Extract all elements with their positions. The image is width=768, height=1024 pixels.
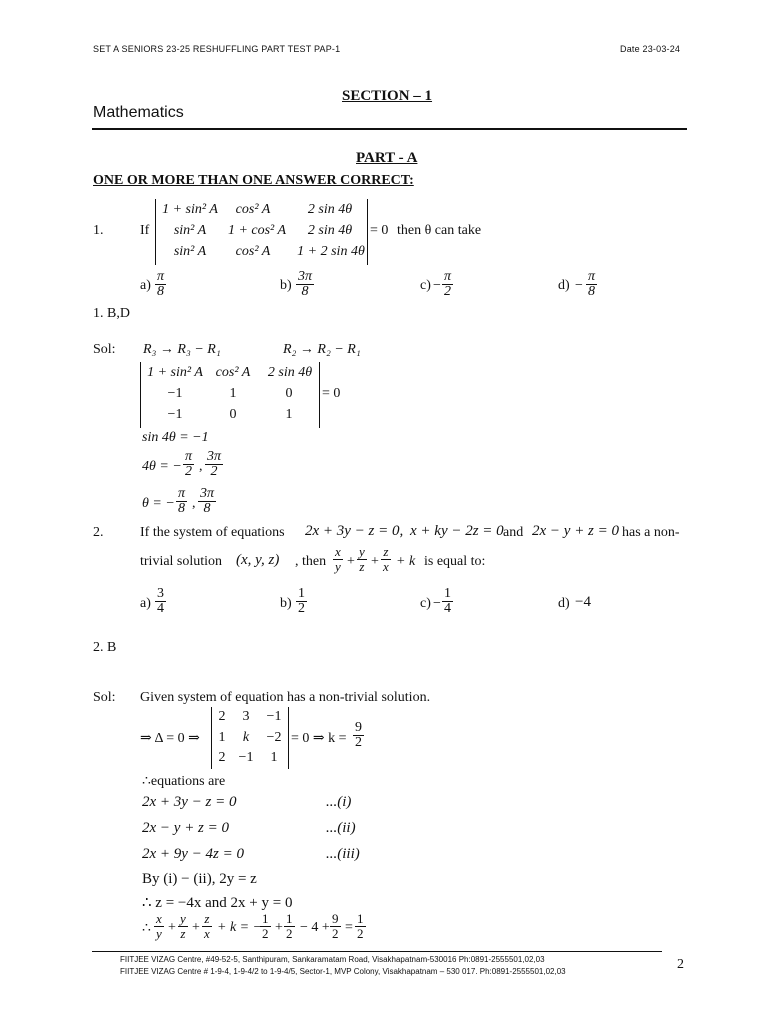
matrix-cell: 2 sin 4θ [307, 223, 353, 238]
comma: , [199, 459, 203, 474]
and-text: and [503, 525, 524, 540]
footer-rule [92, 951, 662, 952]
header-left: SET A SENIORS 23-25 RESHUFFLING PART TEST PAP-1 [93, 44, 341, 54]
plus-k: + k [396, 554, 416, 569]
equation-1: 2x + 3y − z = 0, [305, 523, 404, 539]
fraction: $\frac{3\pi}{8}$ [200, 486, 215, 516]
final-mid: + k = − [217, 920, 263, 935]
equations-are: ∴equations are [142, 774, 226, 789]
option-b-fraction: $\frac{3\pi}{8}$ [298, 269, 313, 299]
operator: = [345, 920, 353, 935]
fraction: $\frac{x}{y}$ [335, 544, 341, 574]
option-a-label: a) [140, 596, 151, 611]
row-operation-1: R₃ → R₃ − R₁ [143, 342, 221, 357]
matrix-cell: 2 [218, 709, 226, 724]
option-c-fraction: $\frac{1}{4}$ [444, 586, 451, 616]
row-operation-2: R₂ → R₂ − R₁ [283, 342, 361, 357]
matrix-cell: 3 [242, 709, 250, 724]
operator: − 4 + [300, 920, 330, 935]
sol-text: Given system of equation has a non-trivial solution. [140, 690, 431, 705]
matrix-cell: 1 + cos² A [227, 223, 287, 238]
fraction: $\frac{9}{2}$ [332, 911, 339, 941]
question-text: trivial solution [140, 554, 223, 569]
sol-label: Sol: [93, 690, 116, 705]
option-c-label: c) [420, 596, 431, 611]
matrix-cell: 2 sin 4θ [267, 365, 313, 380]
option-b-fraction: $\frac{1}{2}$ [298, 586, 305, 616]
so-line: ∴ z = −4x and 2x + y = 0 [142, 895, 293, 911]
footer-line-1: FIITJEE VIZAG Centre, #49-52-5, Santhipuram, Sankaramatam Road, Visakhapatnam-530016 Ph:0891-2555501,02,03 [120, 955, 545, 964]
plus: + [347, 554, 355, 569]
question-text: If the system of equations [140, 525, 285, 540]
fraction: $\frac{1}{2}$ [262, 911, 269, 941]
option-a-fraction: $\frac{\pi}{8}$ [157, 269, 165, 299]
option-c-fraction: $\frac{\pi}{2}$ [444, 269, 452, 299]
comma: , [192, 496, 196, 511]
matrix-cell: 1 + sin² A [162, 202, 218, 217]
matrix-cell: 1 [285, 407, 293, 422]
matrix-cell: 1 + sin² A [147, 365, 203, 380]
fraction: $\frac{1}{2}$ [357, 911, 364, 941]
matrix-cell: −1 [167, 386, 183, 401]
fraction: $\frac{1}{2}$ [286, 911, 293, 941]
plus: + [168, 920, 176, 935]
sol-line-2-lhs: 4θ = − [142, 459, 182, 474]
option-c-sign: − [433, 596, 441, 611]
matrix-cell: cos² A [215, 365, 251, 380]
fraction: $\frac{z}{x}$ [383, 544, 389, 574]
option-b-label: b) [280, 278, 292, 293]
matrix-cell: −2 [266, 730, 282, 745]
fraction: $\frac{y}{z}$ [180, 911, 186, 941]
subject-rule [92, 128, 687, 130]
operator: + [275, 920, 283, 935]
sol-line-3-lhs: θ = − [142, 496, 175, 511]
therefore: ∴ [142, 921, 151, 936]
matrix-cell: 1 + 2 sin 4θ [297, 244, 365, 259]
matrix-cell: 0 [229, 407, 237, 422]
fraction: $\frac{x}{y}$ [156, 911, 162, 941]
matrix-cell: −1 [167, 407, 183, 422]
matrix-cell: 2 sin 4θ [307, 202, 353, 217]
equation: 2x + 9y − 4z = 0 [142, 846, 245, 862]
fraction: $\frac{3\pi}{2}$ [207, 449, 222, 479]
equation: 2x + 3y − z = 0 [142, 794, 237, 810]
option-d-value: −4 [575, 594, 591, 610]
plus: + [371, 554, 379, 569]
tuple: (x, y, z) [236, 552, 280, 568]
matrix-cell: 0 [285, 386, 293, 401]
answer-key: 2. B [93, 640, 117, 655]
question-text: has a non- [622, 525, 680, 540]
equation-3: 2x − y + z = 0 [532, 523, 620, 539]
delta-lhs: ⇒ Δ = 0 ⇒ [140, 731, 200, 746]
matrix-cell: cos² A [235, 202, 271, 217]
equals: = 0 [370, 223, 389, 238]
option-b-label: b) [280, 596, 292, 611]
option-d-label: d) [558, 596, 570, 611]
fraction: $\frac{z}{x}$ [204, 911, 210, 941]
fraction: $\frac{y}{z}$ [359, 544, 365, 574]
fraction: $\frac{\pi}{8}$ [178, 486, 186, 516]
footer-line-2: FIITJEE VIZAG Centre # 1-9-4, 1-9-4/2 to 1-9-4/5, Sector-1, MVP Colony, Visakhapatnam – 530 017. Ph:0891-2555501,02,03 [120, 967, 566, 976]
if-text: If [140, 223, 150, 238]
sol-label: Sol: [93, 342, 116, 357]
matrix-cell: 1 [270, 750, 278, 765]
matrix-cell: sin² A [173, 244, 207, 259]
matrix-cell: 1 [229, 386, 237, 401]
tail-text: then θ can take [397, 223, 482, 238]
fraction: $\frac{\pi}{2}$ [185, 449, 193, 479]
header-date: Date 23-03-24 [620, 44, 681, 54]
section-title: SECTION – 1 [342, 88, 433, 104]
page-number: 2 [677, 957, 684, 972]
matrix-cell: −1 [266, 709, 282, 724]
subject-title: Mathematics [93, 104, 184, 121]
question-text: , then [295, 554, 327, 569]
equation-tag: ...(ii) [326, 820, 356, 836]
equation-tag: ...(iii) [326, 846, 360, 862]
equals: = 0 [322, 386, 341, 401]
option-c-sign: − [433, 278, 441, 293]
matrix-cell: cos² A [235, 244, 271, 259]
question-number: 2. [93, 525, 104, 540]
option-d-fraction: $\frac{\pi}{8}$ [588, 269, 596, 299]
matrix-cell: 2 [218, 750, 226, 765]
plus: + [192, 920, 200, 935]
matrix-cell: sin² A [173, 223, 207, 238]
answer-key: 1. B,D [93, 306, 130, 321]
option-a-fraction: $\frac{3}{4}$ [157, 586, 164, 616]
option-d-label: d) [558, 278, 570, 293]
equation-2: x + ky − 2z = 0 [410, 523, 504, 539]
equation: 2x − y + z = 0 [142, 820, 230, 836]
question-number: 1. [93, 223, 104, 238]
question-text: is equal to: [424, 554, 486, 569]
option-a-label: a) [140, 278, 151, 293]
matrix-cell: −1 [238, 750, 254, 765]
instruction: ONE OR MORE THAN ONE ANSWER CORRECT: [93, 173, 414, 188]
option-c-label: c) [420, 278, 431, 293]
matrix-cell: k [242, 730, 250, 745]
sol-line-1: sin 4θ = −1 [142, 430, 209, 445]
equation-tag: ...(i) [326, 794, 352, 810]
part-title: PART - A [356, 150, 418, 166]
option-d-sign: − [575, 278, 583, 293]
k-fraction: $\frac{9}{2}$ [355, 720, 362, 750]
delta-mid: = 0 ⇒ k = [291, 731, 347, 746]
matrix-cell: 1 [218, 730, 226, 745]
by-line: By (i) − (ii), 2y = z [142, 871, 257, 887]
